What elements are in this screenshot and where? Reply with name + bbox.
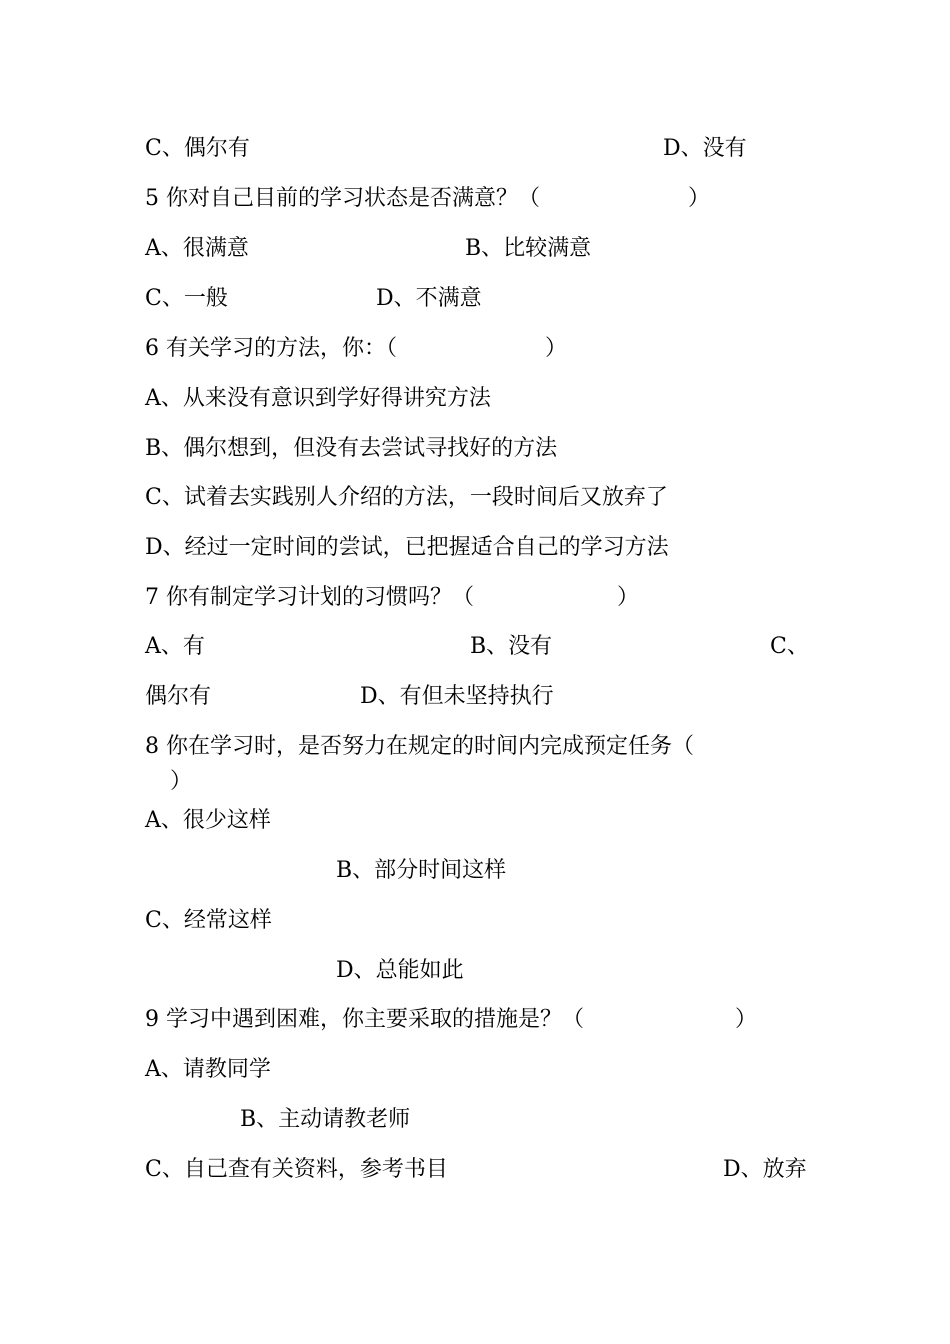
q8-question: 8 你在学习时，是否努力在规定的时间内完成预定任务（ [145,734,694,759]
q7-option-c-text: 偶尔有 [145,684,212,709]
q6-question: 6 有关学习的方法，你：（ [145,336,397,361]
q5-option-d: D、不满意 [376,286,482,311]
q9-option-a: A、请教同学 [145,1057,271,1082]
q8-option-a: A、很少这样 [145,808,271,833]
q6-option-d: D、经过一定时间的尝试，已把握适合自己的学习方法 [145,535,669,560]
q7-close-paren: ） [617,585,640,610]
q9-close-paren: ） [735,1007,758,1032]
q9-question: 9 学习中遇到困难，你主要采取的措施是？（ [145,1007,584,1032]
q7-option-d: D、有但未坚持执行 [360,684,554,709]
q8-option-b: B、部分时间这样 [336,858,507,883]
q5-option-c: C、一般 [145,286,228,311]
q6-option-a: A、从来没有意识到学好得讲究方法 [145,386,491,411]
q7-option-b: B、没有 [470,634,553,659]
q8-option-c: C、经常这样 [145,908,272,933]
q8-option-d: D、总能如此 [336,958,464,983]
q4-option-d: D、没有 [663,136,747,161]
q5-option-b: B、比较满意 [465,236,592,261]
q5-close-paren: ） [688,186,711,211]
q7-option-a: A、有 [145,634,205,659]
q7-question: 7 你有制定学习计划的习惯吗？（ [145,585,474,610]
q9-option-d: D、放弃 [723,1157,807,1182]
q6-option-b: B、偶尔想到，但没有去尝试寻找好的方法 [145,436,558,461]
q4-option-c: C、偶尔有 [145,136,250,161]
q9-option-c: C、自己查有关资料，参考书目 [145,1157,448,1182]
q9-option-b: B、主动请教老师 [240,1107,411,1132]
q6-option-c: C、试着去实践别人介绍的方法，一段时间后又放弃了 [145,485,668,510]
q7-option-c-prefix: C、 [770,634,809,659]
q8-close-paren: ） [170,769,193,794]
q5-option-a: A、很满意 [145,236,249,261]
q6-close-paren: ） [545,336,568,361]
q5-question: 5 你对自己目前的学习状态是否满意？（ [145,186,540,211]
